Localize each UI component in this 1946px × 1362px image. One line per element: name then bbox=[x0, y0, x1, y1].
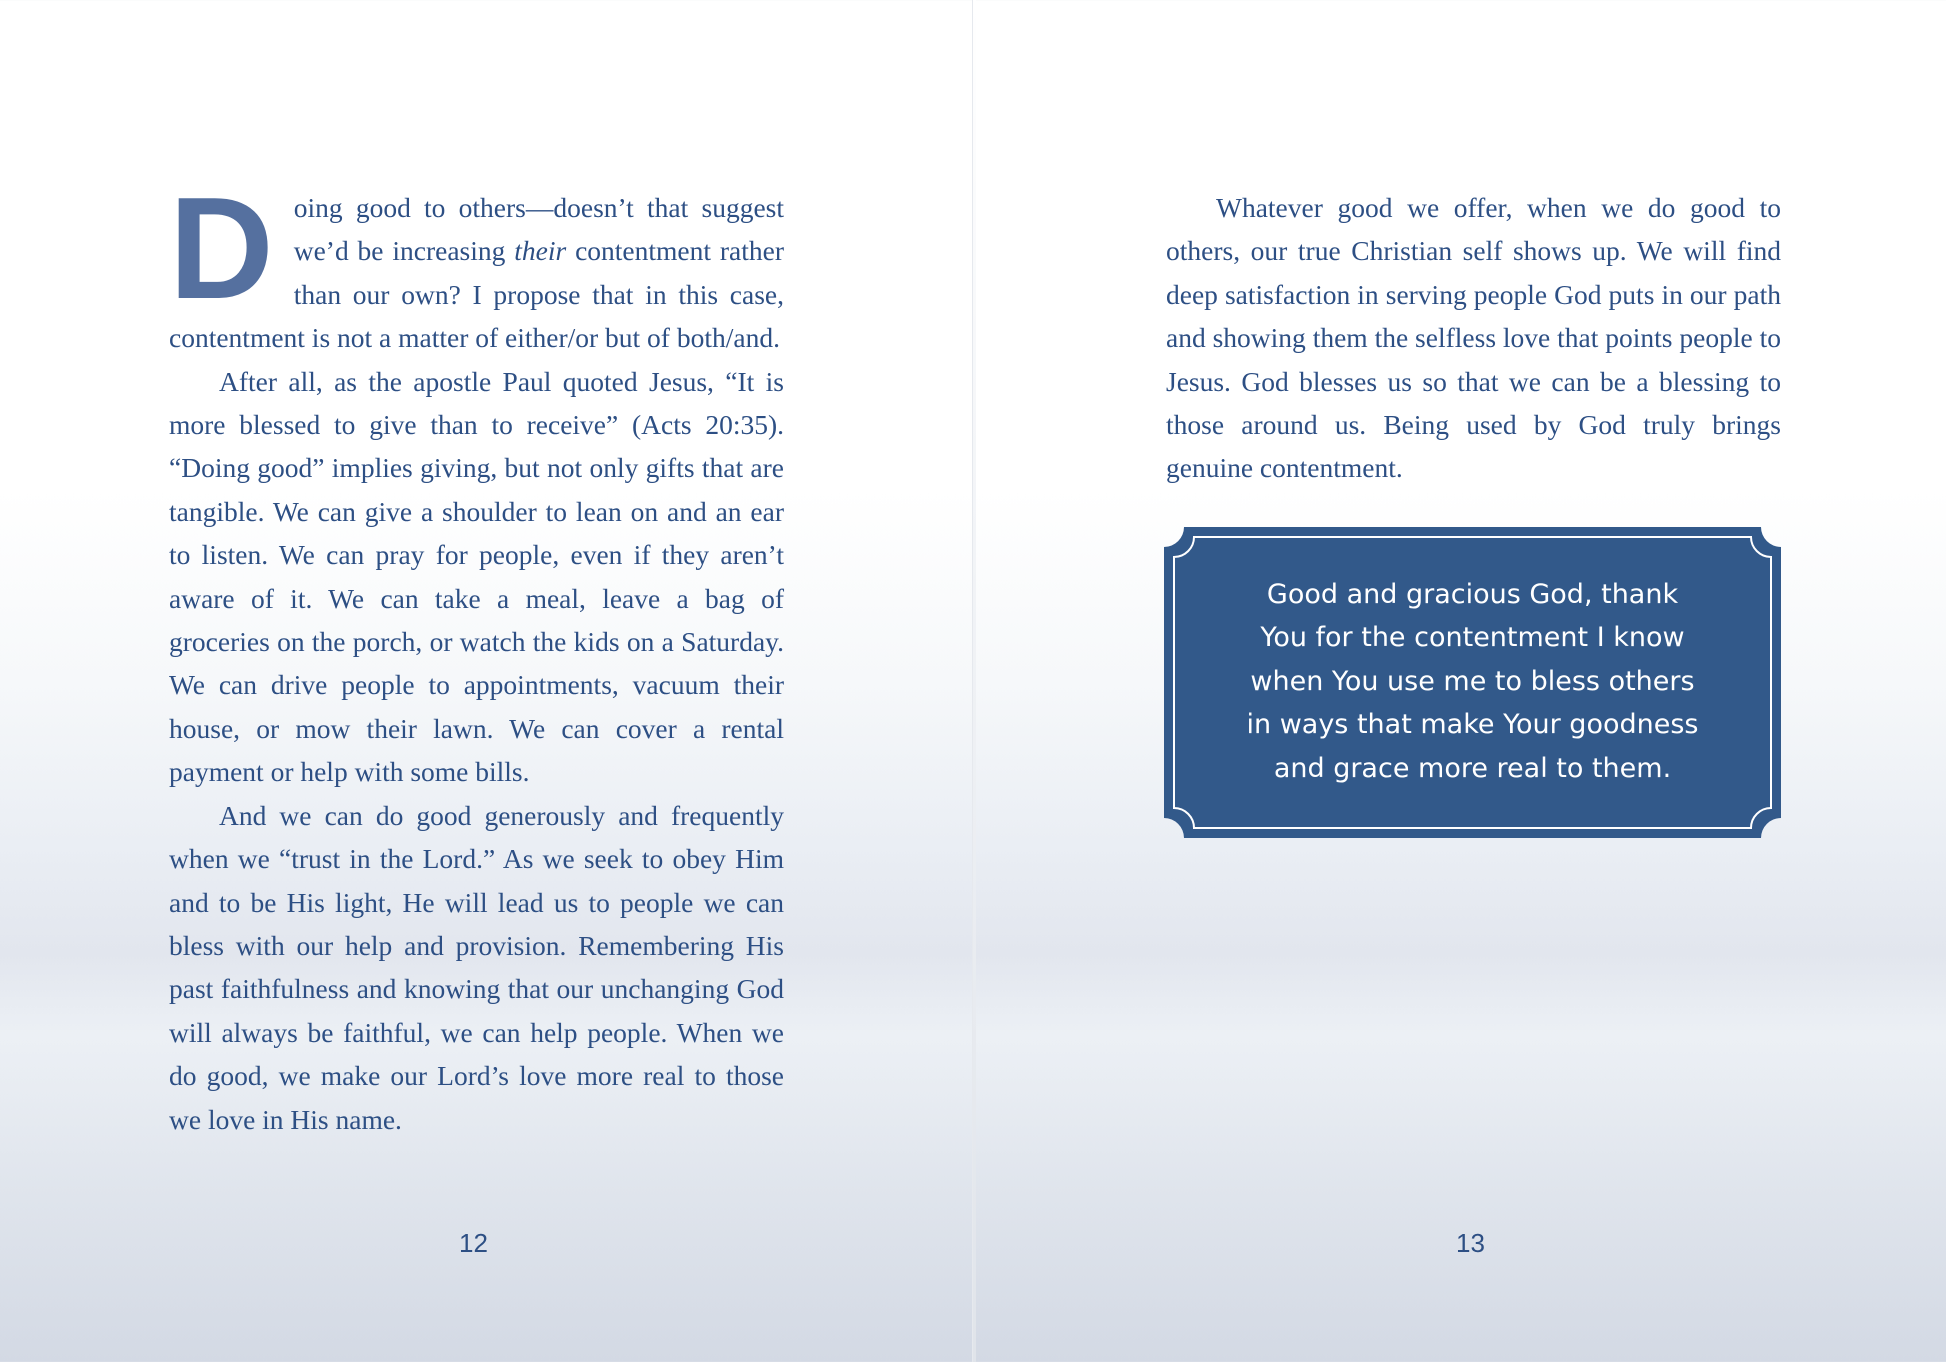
prayer-line: in ways that make Your goodness bbox=[1246, 709, 1699, 741]
left-paragraph-1 bbox=[169, 167, 785, 360]
right-page-body bbox=[1166, 186, 1781, 490]
prayer-line: Good and gracious God, thank bbox=[1266, 579, 1679, 610]
left-page bbox=[0, 0, 972, 1362]
left-page-body bbox=[169, 167, 785, 1141]
right-page bbox=[975, 0, 1946, 1362]
paragraph-1-italic-word: their bbox=[514, 235, 567, 267]
right-paragraph-1: Whatever good we offer, when we do good to others, our true Christian self shows up. We will find deep satisfaction in serving people God puts in our path and showing them the selfless love that points people to Jesus. God blesses us so that we can be a blessing to those around us. Being used by God truly brings genuine contentment. bbox=[1166, 192, 1781, 484]
paragraph-1-rest: contentment rather than our own? I propose that in this case, contentment is not a matter of either/or but of both/and. bbox=[169, 235, 785, 354]
prayer-line: and grace more real to them. bbox=[1273, 752, 1672, 784]
left-paragraph-3: And we can do good generously and frequently when we “trust in the Lord.” As we seek to obey Him and to be His light, He will lead us to people we can bless with our help and provision. Remembering His past faithfulness and knowing that our unchanging God will always be faithful, we can help people. When we do good, we make our Lord’s love more real to those we love in His name. bbox=[169, 799, 784, 1135]
prayer-line: when You use me to bless others bbox=[1250, 665, 1695, 697]
prayer-box bbox=[1164, 527, 1781, 838]
dropcap-letter: D bbox=[169, 167, 274, 329]
page-number-left: 12 bbox=[459, 1228, 488, 1258]
paragraph-1-opening: oing good to others—doesn’t that suggest we’d be increasing bbox=[293, 192, 784, 267]
prayer-text bbox=[1204, 573, 1741, 790]
left-paragraph-2: After all, as the apostle Paul quoted Jesus, “It is more blessed to give than to receive” (Acts 20:35). “Doing good” implies giving, but not only gifts that are tangible. We can give a shoulder to lean on and an ear to listen. We can pray for people, even if they aren’t aware of it. We can take a meal, leave a bag of groceries on the porch, or watch the kids on a Saturday. We can drive people to appointments, vacuum their house, or mow their lawn. We can cover a rental payment or help with some bills. bbox=[169, 365, 784, 788]
page-number-right: 13 bbox=[1456, 1228, 1485, 1258]
prayer-line: You for the contentment I know bbox=[1260, 622, 1685, 654]
